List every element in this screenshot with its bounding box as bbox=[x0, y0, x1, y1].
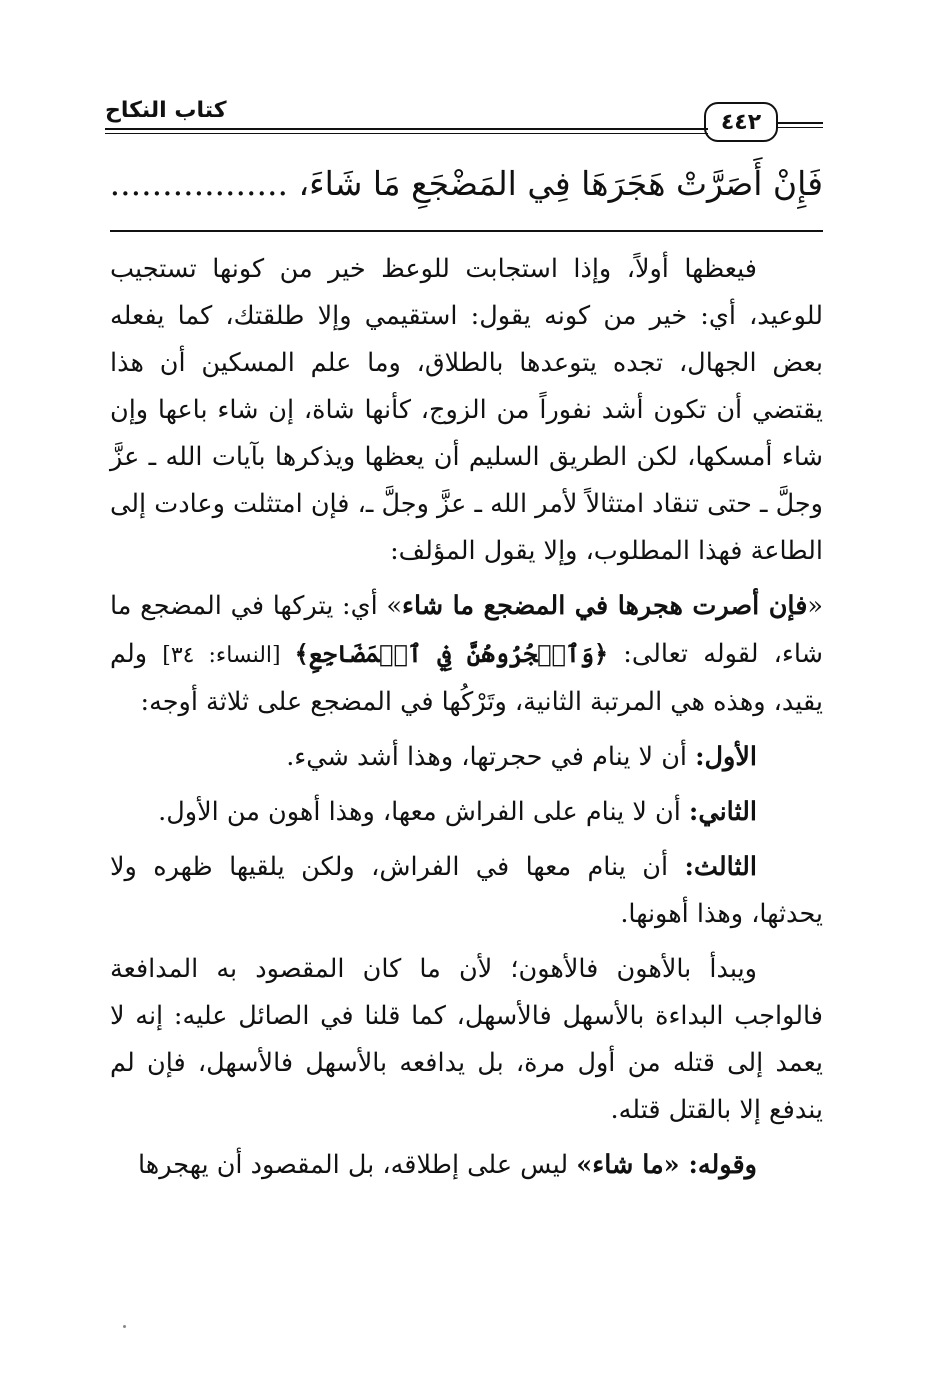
paragraph-7 bbox=[110, 1142, 823, 1189]
point-second-text: أن لا ينام على الفراش معها، وهذا أهون من الأول. bbox=[158, 797, 689, 827]
paragraph-2-text-a: أي: يتركها في المضجع ما شاء، لقوله تعالى: bbox=[110, 591, 823, 669]
matn-dots: ................. bbox=[109, 164, 288, 203]
scan-speck bbox=[123, 1325, 126, 1328]
paragraph-2-text-b: ولم يقيد، وهذه هي المرتبة الثانية، وتَرْكُها في المضجع على ثلاثة أوجه: bbox=[110, 639, 823, 717]
paragraph-2 bbox=[110, 583, 823, 726]
paragraph-6: ويبدأ بالأهون فالأهون؛ لأن ما كان المقصود به المدافعة فالواجب البداءة بالأسهل فالأسهل، كما قلنا في الصائل عليه: إنه لا يعمد إلى قتله من أول مرة، بل يدافعه بالأسهل فالأسهل، فإن لم يندفع إلا بالقتل قتله. bbox=[110, 954, 823, 1125]
paragraph-7-text: ليس على إطلاقه، بل المقصود أن يهجرها bbox=[137, 1150, 577, 1180]
matn-text: فَإِنْ أَصَرَّتْ هَجَرَهَا فِي المَضْجَعِ مَا شَاءَ، bbox=[298, 164, 823, 203]
point-third-text: أن ينام معها في الفراش، ولكن يلقيها ظهره ولا يحدثها، وهذا أهونها. bbox=[110, 852, 823, 929]
matn-line bbox=[110, 160, 823, 208]
header-rule-right bbox=[778, 122, 823, 128]
point-second-label: الثاني: bbox=[688, 797, 757, 827]
paragraph-7-quote: «ما شاء» bbox=[576, 1150, 680, 1180]
point-first-text: أن لا ينام في حجرتها، وهذا أشد شيء. bbox=[286, 742, 696, 772]
page-number: ٤٤٢ bbox=[704, 102, 778, 142]
matn-quote: فإن أصرت هجرها في المضجع ما شاء bbox=[402, 591, 808, 621]
header-rule bbox=[105, 128, 708, 134]
point-second bbox=[110, 789, 823, 836]
point-first-label: الأول: bbox=[695, 742, 757, 772]
paragraph-1: فيعظها أولاً، وإذا استجابت للوعظ خير من كونها تستجيب للوعيد، أي: خير من كونه يقول: استقيمي وإلا طلقتك، كما يفعله بعض الجهال، تجده يتوعدها بالطلاق، وما علم المسكين أن هذا يقتضي أن تكون أشد نفوراً من الزوج، كأنها شاة، إن شاء باعها وإن شاء أمسكها، لكن الطريق السليم أن يعظها ويذكرها بآيات الله ـ عزَّ وجلَّ ـ حتى تنقاد امتثالاً لأمر الله ـ عزَّ وجلَّ ـ، فإن امتثلت وعادت إلى الطاعة فهذا المطلوب، وإلا يقول المؤلف: bbox=[110, 254, 823, 566]
quote-open: « bbox=[807, 591, 823, 621]
quote-close: » bbox=[386, 591, 402, 621]
commentary-text bbox=[110, 246, 823, 1197]
matn-divider bbox=[110, 230, 823, 232]
point-first bbox=[110, 734, 823, 781]
verse-reference: [النساء: ٣٤] bbox=[162, 643, 295, 668]
point-third-label: الثالث: bbox=[684, 852, 757, 882]
point-third bbox=[110, 844, 823, 938]
page-header bbox=[105, 92, 823, 142]
book-title: كتاب النكاح bbox=[105, 98, 233, 123]
quran-verse: ﴿وَٱهۡجُرُوهُنَّ فِي ٱلۡمَضَاجِعِ﴾ bbox=[294, 639, 609, 668]
paragraph-7-label: وقوله: bbox=[679, 1150, 757, 1180]
